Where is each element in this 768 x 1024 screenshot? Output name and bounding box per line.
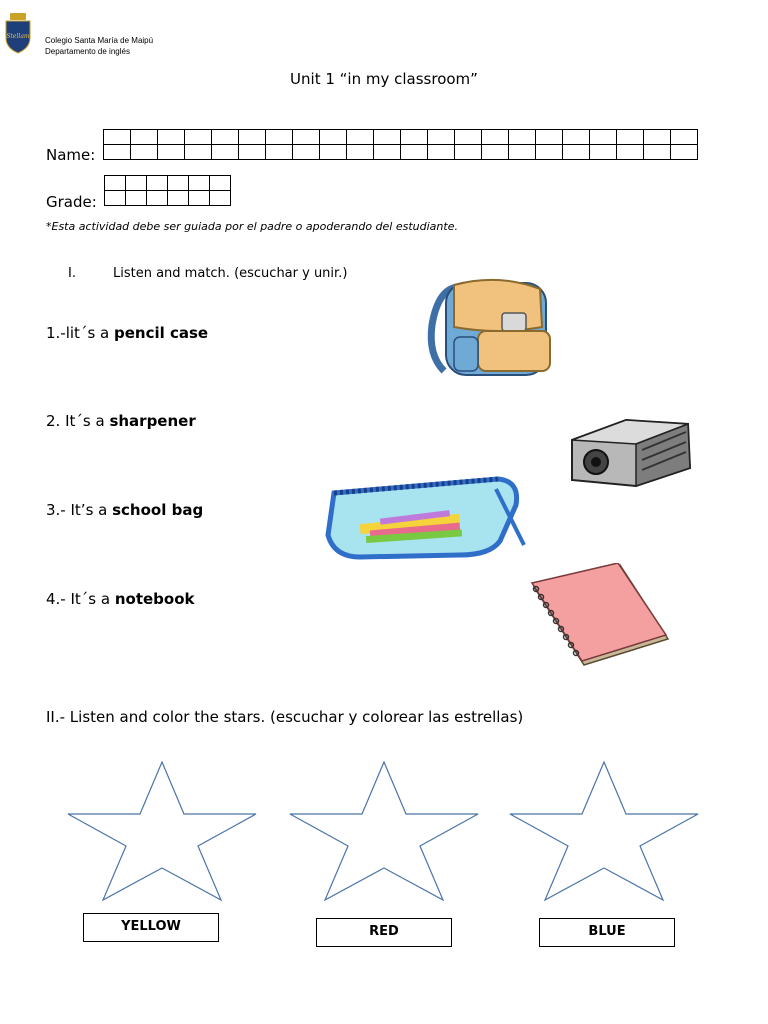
section2-heading: II.- Listen and color the stars. (escuchar y colorear las estrellas) [46,708,524,726]
star-blue[interactable] [508,760,700,906]
section1-numeral: I. [68,266,76,281]
backpack-image [418,275,553,389]
name-grid[interactable] [103,129,698,160]
grade-label: Grade: [46,193,97,211]
label-yellow: YELLOW [83,913,219,942]
instruction-note: *Esta actividad debe ser guiada por el padre o apoderando del estudiante. [46,220,458,233]
label-red: RED [316,918,452,947]
notebook-image [528,563,673,672]
logo-text: Stellam [6,33,30,40]
pencil-case-image [320,475,535,579]
section1-heading: Listen and match. (escuchar y unir.) [113,266,348,281]
sharpener-image [566,410,696,494]
school-name: Colegio Santa María de Maipú [45,36,154,45]
name-label: Name: [46,146,96,164]
school-header [45,35,153,57]
grade-grid[interactable] [104,175,231,206]
label-blue: BLUE [539,918,675,947]
page-title: Unit 1 “in my classroom” [290,70,478,88]
school-logo [4,12,32,54]
star-red[interactable] [288,760,480,906]
item-4: 4.- It´s a notebook [46,590,195,608]
star-yellow[interactable] [66,760,258,906]
item-2: 2. It´s a sharpener [46,412,196,430]
item-3: 3.- It’s a school bag [46,501,204,519]
item-1: 1.-lit´s a pencil case [46,324,209,342]
department-name: Departamento de inglés [45,47,130,56]
